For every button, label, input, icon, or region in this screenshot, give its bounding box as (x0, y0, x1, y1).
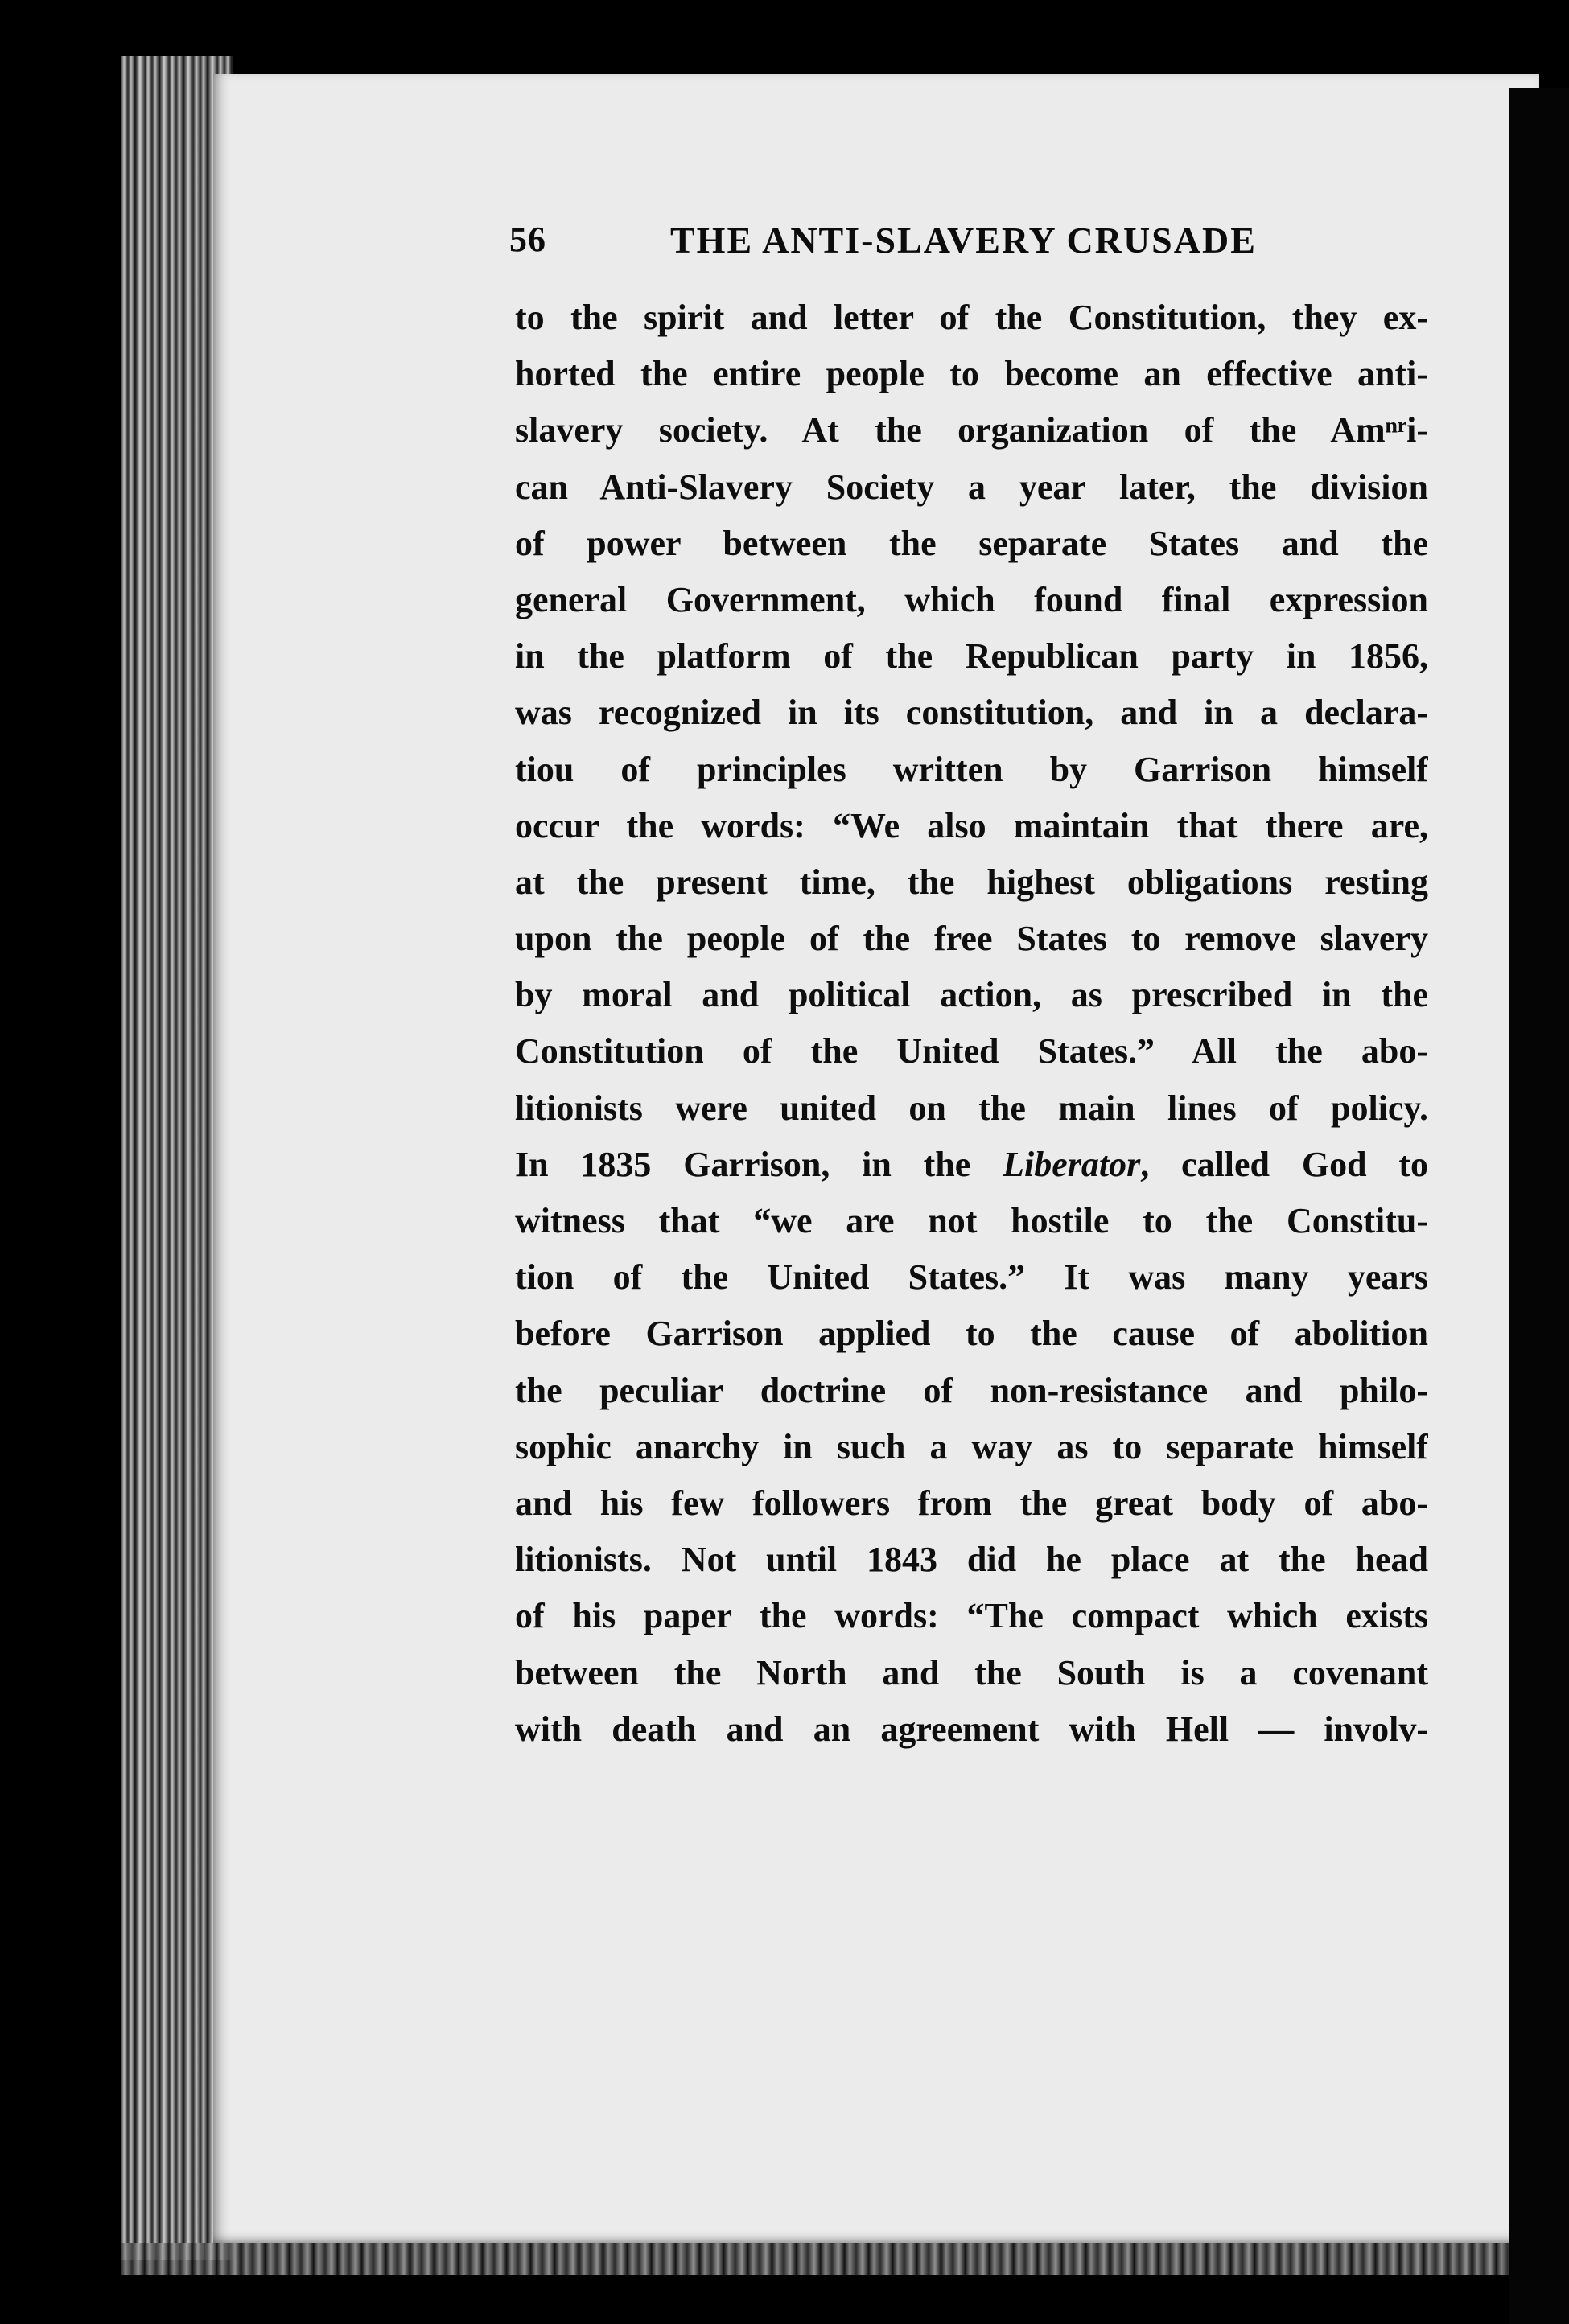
text-line: slavery society. At the organization of the Amⁿʳi- (515, 410, 1428, 450)
text-line: litionists were united on the main lines of policy. (515, 1088, 1428, 1128)
page-bottom-edge (121, 2243, 1509, 2275)
page-right-edge (1509, 88, 1569, 2324)
text-line: with death and an agreement with Hell — involv- (515, 1709, 1428, 1749)
text-line: general Government, which found final expression (515, 579, 1428, 619)
text-line-italic-title: In 1835 Garrison, in the Liberator, called God to (515, 1144, 1428, 1184)
text-line: before Garrison applied to the cause of abolition (515, 1314, 1428, 1354)
page-number: 56 (509, 220, 546, 259)
text-line: the peculiar doctrine of non-resistance and philo- (515, 1370, 1428, 1410)
text-line: at the present time, the highest obligations resting (515, 862, 1428, 902)
text-line: in the platform of the Republican party in 1856, (515, 636, 1428, 677)
text-line: Constitution of the United States.” All the abo- (515, 1031, 1428, 1072)
text-line: to the spirit and letter of the Constitution, they ex- (515, 298, 1428, 337)
text-line: tiou of principles written by Garrison himself (515, 749, 1428, 789)
periodical-title: Liberator (1003, 1144, 1141, 1184)
text-line: witness that “we are not hostile to the Constitu- (515, 1201, 1428, 1240)
page-title: THE ANTI-SLAVERY CRUSADE (670, 220, 1257, 261)
text-line: horted the entire people to become an effective anti- (515, 354, 1428, 394)
body-text (515, 290, 1428, 1758)
text-line: and his few followers from the great body of abo- (515, 1483, 1428, 1523)
text-line: can Anti-Slavery Society a year later, the division (515, 467, 1428, 507)
running-head (509, 219, 1314, 275)
text-line: by moral and political action, as prescribed in the (515, 975, 1428, 1015)
text-line: litionists. Not until 1843 did he place at the head (515, 1540, 1428, 1580)
text-line: was recognized in its constitution, and in a declara- (515, 693, 1428, 733)
text-line: tion of the United States.” It was many years (515, 1257, 1428, 1298)
text-line: of power between the separate States and the (515, 523, 1428, 563)
text-line: sophic anarchy in such a way as to separate himself (515, 1426, 1428, 1466)
text-line: of his paper the words: “The compact which exists (515, 1596, 1428, 1636)
text-line: occur the words: “We also maintain that there are, (515, 805, 1428, 845)
text-line: upon the people of the free States to remove slavery (515, 919, 1428, 959)
text-line: between the North and the South is a covenant (515, 1652, 1428, 1693)
